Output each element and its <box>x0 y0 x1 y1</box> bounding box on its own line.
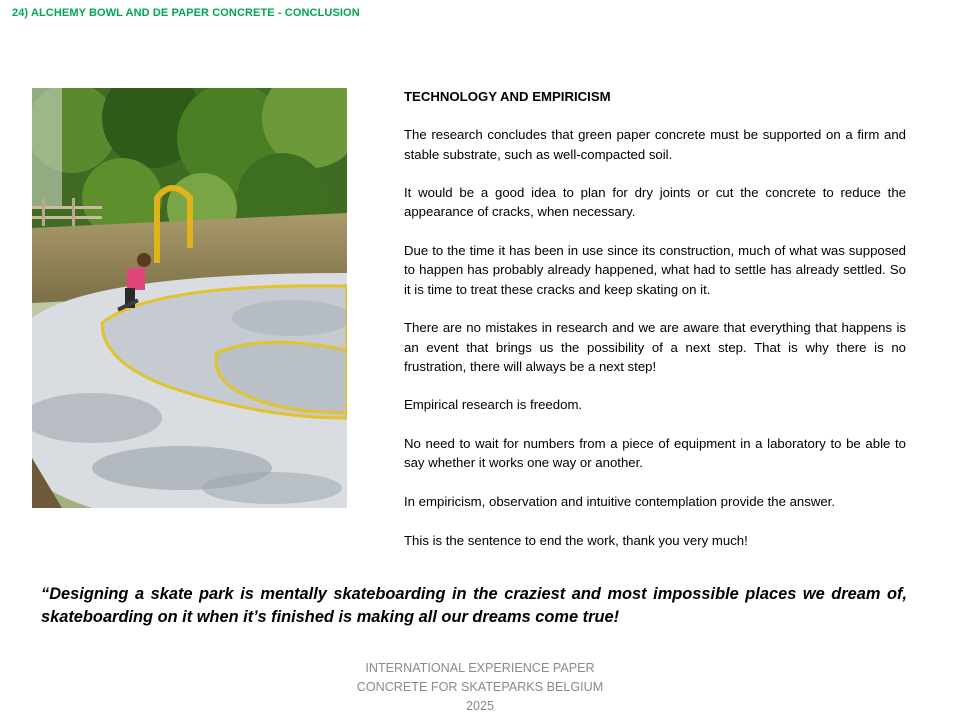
footer-line: CONCRETE FOR SKATEPARKS BELGIUM <box>356 680 604 695</box>
paragraph: There are no mistakes in research and we are aware that everything that happens is an event that brings us the possibility of a next step. That is why there is no frustration, there will always be a next step! <box>404 320 906 374</box>
paragraph: Empirical research is freedom. <box>404 397 583 413</box>
footer-year: 2025 <box>465 699 495 714</box>
paragraph: It would be a good idea to plan for dry joints or cut the concrete to reduce the appearance of cracks, when necessary. <box>404 185 906 220</box>
paragraph: This is the sentence to end the work, thank you very much! <box>404 532 748 548</box>
footer-line: INTERNATIONAL EXPERIENCE PAPER <box>365 661 595 675</box>
skate-bowl-photo <box>32 88 347 508</box>
slide-title: 24) ALCHEMY BOWL AND DE PAPER CONCRETE - CONCLUSION <box>12 7 360 19</box>
paragraph: In empiricism, observation and intuitive contemplation provide the answer. <box>404 493 836 509</box>
footer <box>330 659 630 717</box>
closing-quote: “Designing a skate park is mentally skateboarding in the craziest and most impossible places we dream of, skateboarding on it when it’s finished is making all our dreams come true! <box>41 585 907 626</box>
paragraph: Due to the time it has been in use since its construction, much of what was supposed to happen has probably already happened, what had to settle has already settled. So it is time to treat these cracks and keep skating on it. <box>404 243 906 297</box>
paragraph: No need to wait for numbers from a piece of equipment in a laboratory to be able to say whether it works one way or another. <box>404 436 906 471</box>
paragraph: The research concludes that green paper concrete must be supported on a firm and stable substrate, such as well-compacted soil. <box>404 127 906 162</box>
conclusion-text <box>404 87 906 569</box>
section-heading: TECHNOLOGY AND EMPIRICISM <box>404 89 611 104</box>
